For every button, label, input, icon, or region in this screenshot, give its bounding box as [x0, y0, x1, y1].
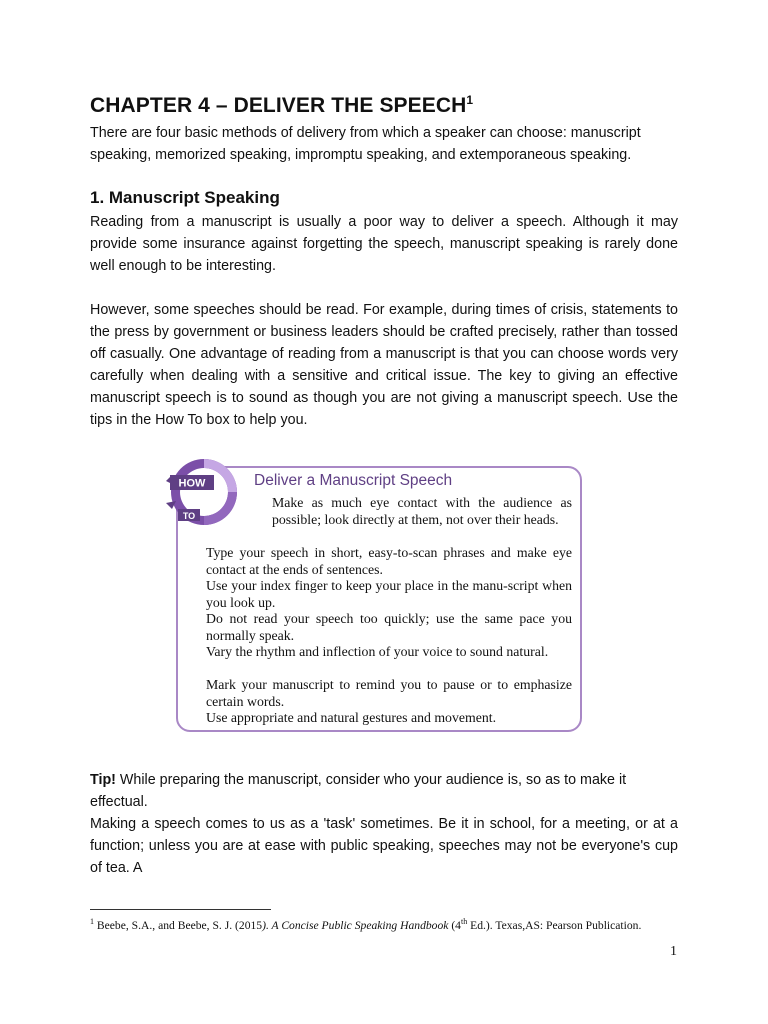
howto-logo-top: HOW [178, 477, 206, 490]
footnote-edition-pre: (4 [448, 918, 461, 932]
howto-tip-6: Mark your manuscript to remind you to pause or to emphasize certain words. [206, 677, 572, 709]
footnote-authors: Beebe, S.A., and Beebe, S. J. (2015 [94, 918, 263, 932]
footnote-divider [90, 909, 271, 910]
howto-logo-bottom: TO [182, 511, 196, 521]
howto-tip-7: Use appropriate and natural gestures and movement. [206, 710, 497, 725]
chapter-title [90, 94, 473, 118]
footnote-edition-post: Ed.). Texas,AS: Pearson Publication. [467, 918, 642, 932]
footnote-marker: 1 [90, 917, 94, 926]
paragraph-3: Making a speech comes to us as a 'task' sometimes. Be it in school, for a meeting, or at a function; unless you are at ease with public speaking, speeches may not be everyone's cup of tea. A [90, 816, 678, 876]
paragraph-2: However, some speeches should be read. For example, during times of crisis, statements to the press by government or business leaders should be crafted precisely, rather than tossed off casually. One advantage of reading from a manuscript is that you can choose words very carefully when dealing with a sensitive and critical issue. The key to giving an effective manuscript speech is to sound as though you are not giving a manuscript speech. Use the tips in the How To box to help you. [90, 302, 678, 428]
paragraph-1: Reading from a manuscript is usually a poor way to deliver a speech. Although it may provide some insurance against forgetting the speech, manuscript speaking is rarely done well enough to be interesting. [90, 214, 678, 274]
tip-label: Tip! [90, 772, 116, 788]
howto-tip-5: Vary the rhythm and inflection of your voice to sound natural. [206, 644, 549, 659]
chapter-title-text: CHAPTER 4 – DELIVER THE SPEECH [90, 94, 467, 117]
howto-tip-2: Type your speech in short, easy-to-scan phrases and make eye contact at the ends of sentences. [206, 545, 572, 577]
section-heading: 1. Manuscript Speaking [90, 188, 280, 207]
tip-paragraph [90, 769, 678, 813]
howto-tip-1: Make as much eye contact with the audience as possible; look directly at them, not over their heads. [272, 495, 572, 527]
intro-paragraph: There are four basic methods of delivery from which a speaker can choose: manuscript speaking, memorized speaking, impromptu speaking, and extemporaneous speaking. [90, 125, 641, 163]
howto-tip-3: Use your index finger to keep your place in the manu-script when you look up. [206, 578, 572, 610]
tip-text: While preparing the manuscript, consider who your audience is, so as to make it effectual. [90, 772, 627, 810]
howto-logo-icon [164, 457, 246, 527]
footnote-edition-sup: th [460, 917, 468, 926]
page-number: 1 [670, 944, 677, 959]
footnote [90, 917, 690, 932]
footnote-book-title: ). A Concise Public Speaking Handbook [262, 918, 449, 932]
footnote-ref[interactable]: 1 [466, 93, 474, 107]
howto-tip-4: Do not read your speech too quickly; use the same pace you normally speak. [206, 611, 572, 643]
howto-title: Deliver a Manuscript Speech [254, 472, 453, 489]
